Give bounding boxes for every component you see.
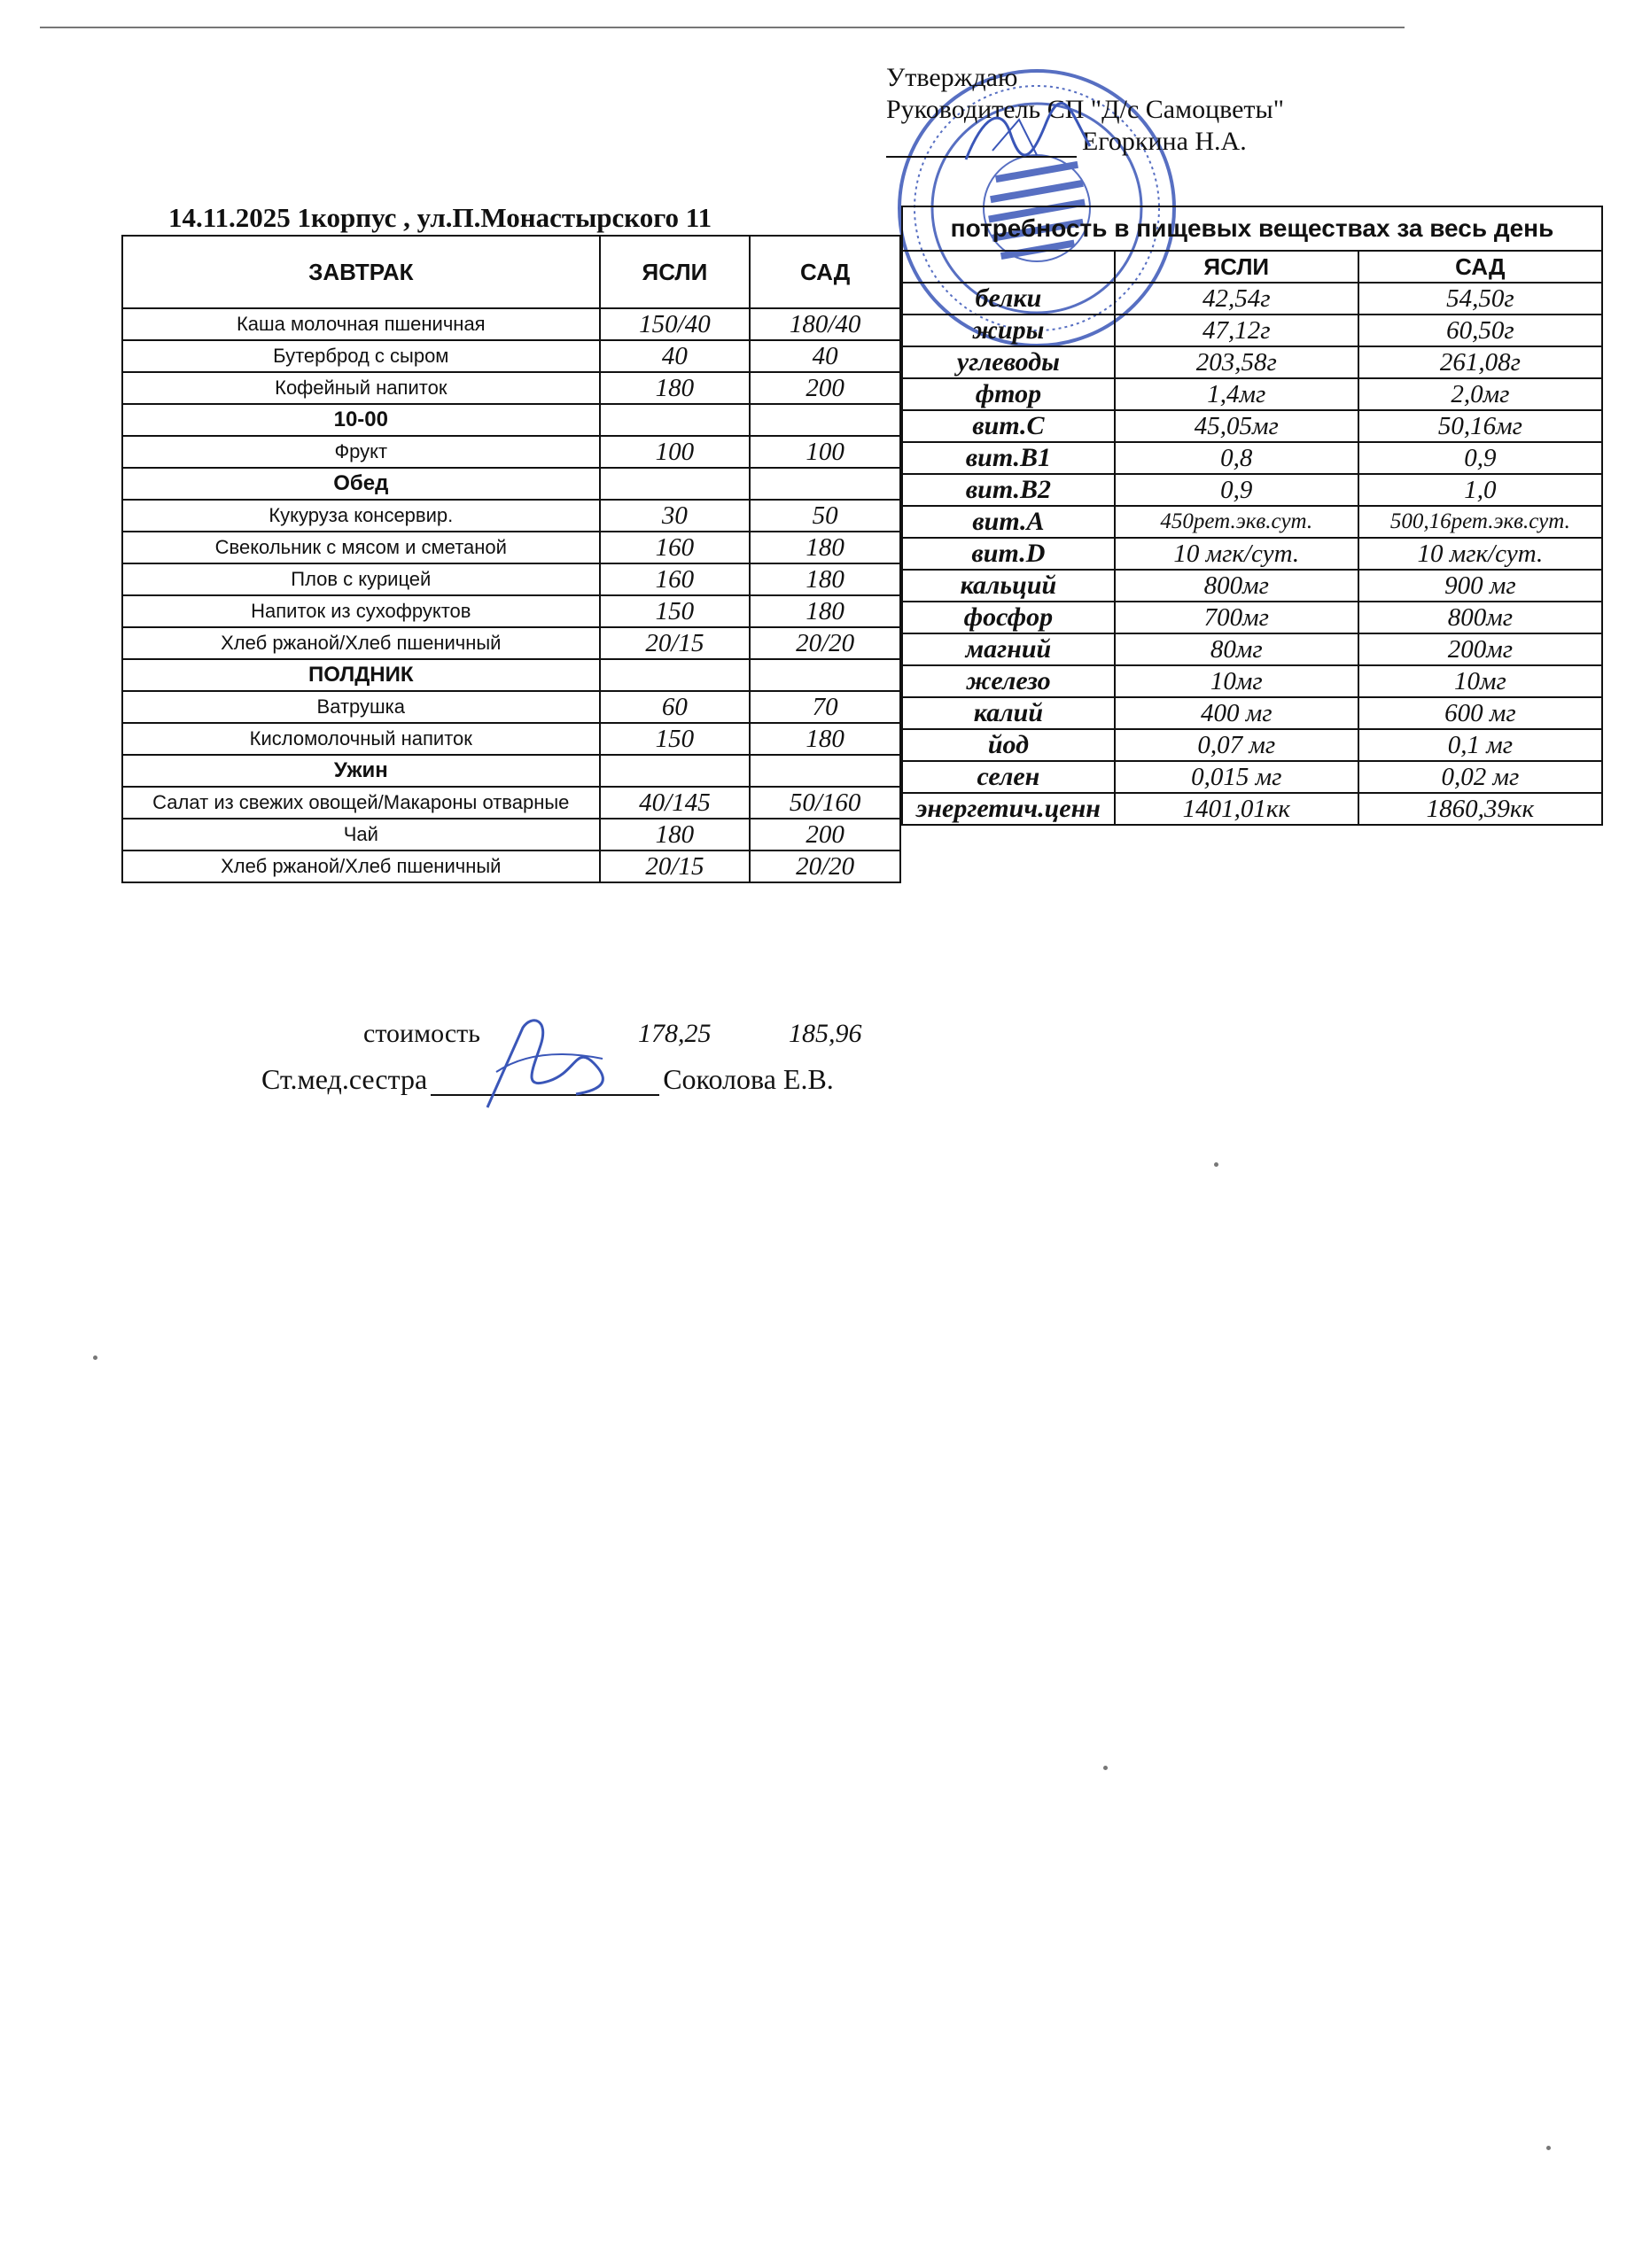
top-rule [40, 27, 1405, 28]
portion-nursery: 160 [600, 532, 751, 563]
nutrient-kindergarten: 1860,39кк [1358, 793, 1602, 825]
portion-nursery: 60 [600, 691, 751, 723]
menu-section-row [122, 755, 900, 787]
nutrients-subheader-blank [902, 251, 1115, 283]
portion-kindergarten: 200 [750, 372, 900, 404]
dish-name: Кофейный напиток [122, 372, 600, 404]
nutrient-nursery: 203,58г [1115, 346, 1358, 378]
nutrient-name: жиры [902, 315, 1115, 346]
nutrient-name: белки [902, 283, 1115, 315]
nutrient-nursery: 0,8 [1115, 442, 1358, 474]
menu-table-body [122, 236, 900, 882]
nutrient-name: вит.А [902, 506, 1115, 538]
nutrient-nursery: 42,54г [1115, 283, 1358, 315]
portion-kindergarten: 50 [750, 500, 900, 532]
nutrient-name: фосфор [902, 602, 1115, 633]
nutrient-row [902, 729, 1602, 761]
nutrient-name: энергетич.ценн [902, 793, 1115, 825]
portion-kindergarten: 70 [750, 691, 900, 723]
dish-name: Салат из свежих овощей/Макароны отварные [122, 787, 600, 819]
nutrient-nursery: 10мг [1115, 665, 1358, 697]
menu-row [122, 436, 900, 468]
menu-row [122, 532, 900, 563]
portion-nursery: 150 [600, 595, 751, 627]
portion-kindergarten [750, 404, 900, 436]
menu-row [122, 372, 900, 404]
portion-kindergarten: 180 [750, 563, 900, 595]
nutrient-name: селен [902, 761, 1115, 793]
portion-kindergarten: 20/20 [750, 627, 900, 659]
portion-nursery: 30 [600, 500, 751, 532]
nutrient-name: вит.В1 [902, 442, 1115, 474]
nutrient-kindergarten: 54,50г [1358, 283, 1602, 315]
nutrient-row [902, 633, 1602, 665]
nutrients-header-row [902, 206, 1602, 251]
nutrient-kindergarten: 0,1 мг [1358, 729, 1602, 761]
nutrient-name: вит.D [902, 538, 1115, 570]
nutrient-nursery: 700мг [1115, 602, 1358, 633]
menu-header-row [122, 236, 900, 308]
nutrients-table-body [902, 206, 1602, 825]
menu-row [122, 500, 900, 532]
nutrient-row [902, 315, 1602, 346]
dish-name: Хлеб ржаной/Хлеб пшеничный [122, 627, 600, 659]
nutrients-header-kindergarten: САД [1358, 251, 1602, 283]
menu-row [122, 308, 900, 340]
cost-nursery: 178,25 [638, 1019, 712, 1048]
nutrient-name: калий [902, 697, 1115, 729]
menu-row [122, 850, 900, 882]
menu-header-kindergarten: САД [750, 236, 900, 308]
nutrient-nursery: 47,12г [1115, 315, 1358, 346]
menu-section-row [122, 659, 900, 691]
nutrient-name: железо [902, 665, 1115, 697]
nutrient-nursery: 800мг [1115, 570, 1358, 602]
nurse-position: Ст.мед.сестра [261, 1063, 428, 1095]
portion-nursery: 180 [600, 372, 751, 404]
nutrient-kindergarten: 2,0мг [1358, 378, 1602, 410]
portion-nursery: 160 [600, 563, 751, 595]
nutrient-row [902, 793, 1602, 825]
nutrient-kindergarten: 10мг [1358, 665, 1602, 697]
portion-nursery: 40/145 [600, 787, 751, 819]
nutrient-kindergarten: 600 мг [1358, 697, 1602, 729]
nutrient-nursery: 1401,01кк [1115, 793, 1358, 825]
portion-nursery: 150/40 [600, 308, 751, 340]
menu-row [122, 819, 900, 850]
menu-section-row [122, 404, 900, 436]
portion-nursery: 180 [600, 819, 751, 850]
dish-name: Каша молочная пшеничная [122, 308, 600, 340]
portion-kindergarten: 180 [750, 595, 900, 627]
menu-row [122, 723, 900, 755]
nutrient-row [902, 538, 1602, 570]
menu-section-name: ПОЛДНИК [122, 659, 600, 691]
approval-line-2: Руководитель СП "Д/с Самоцветы" [886, 95, 1284, 124]
nutrient-name: кальций [902, 570, 1115, 602]
nutrient-kindergarten: 800мг [1358, 602, 1602, 633]
nutrients-table [901, 206, 1603, 826]
nurse-signature [470, 1010, 620, 1125]
menu-row [122, 787, 900, 819]
nutrient-nursery: 400 мг [1115, 697, 1358, 729]
portion-kindergarten [750, 468, 900, 500]
scan-speck [93, 1355, 97, 1360]
menu-row [122, 563, 900, 595]
menu-row [122, 691, 900, 723]
nutrient-nursery: 0,9 [1115, 474, 1358, 506]
dish-name: Плов с курицей [122, 563, 600, 595]
nutrient-kindergarten: 1,0 [1358, 474, 1602, 506]
dish-name: Ватрушка [122, 691, 600, 723]
portion-kindergarten: 180 [750, 723, 900, 755]
menu-section-name: Обед [122, 468, 600, 500]
nutrient-row [902, 570, 1602, 602]
menu-row [122, 627, 900, 659]
dish-name: Кисломолочный напиток [122, 723, 600, 755]
portion-nursery [600, 468, 751, 500]
nutrient-nursery: 80мг [1115, 633, 1358, 665]
nutrient-kindergarten: 500,16рет.экв.сут. [1358, 506, 1602, 538]
menu-row [122, 595, 900, 627]
portion-kindergarten: 180 [750, 532, 900, 563]
portion-nursery: 150 [600, 723, 751, 755]
menu-header-nursery: ЯСЛИ [600, 236, 751, 308]
dish-name: Свекольник с мясом и сметаной [122, 532, 600, 563]
dish-name: Напиток из сухофруктов [122, 595, 600, 627]
scan-speck [1546, 2146, 1551, 2150]
approval-line-1: Утверждаю [886, 63, 1018, 92]
nutrient-nursery: 10 мгк/сут. [1115, 538, 1358, 570]
nutrient-kindergarten: 200мг [1358, 633, 1602, 665]
portion-nursery: 20/15 [600, 850, 751, 882]
dish-name: Бутерброд с сыром [122, 340, 600, 372]
nutrients-subheader-row [902, 251, 1602, 283]
nutrient-row [902, 602, 1602, 633]
scan-speck [1103, 1766, 1108, 1770]
nutrient-name: йод [902, 729, 1115, 761]
document-title: 14.11.2025 1корпус , ул.П.Монастырского 11 [168, 202, 712, 233]
nutrient-kindergarten: 0,02 мг [1358, 761, 1602, 793]
portion-kindergarten: 200 [750, 819, 900, 850]
nutrient-kindergarten: 0,9 [1358, 442, 1602, 474]
menu-section-name: Ужин [122, 755, 600, 787]
nutrient-name: фтор [902, 378, 1115, 410]
nutrient-nursery: 45,05мг [1115, 410, 1358, 442]
nutrient-kindergarten: 261,08г [1358, 346, 1602, 378]
portion-nursery [600, 755, 751, 787]
nutrient-row [902, 697, 1602, 729]
nutrient-kindergarten: 10 мгк/сут. [1358, 538, 1602, 570]
nutrient-row [902, 283, 1602, 315]
head-name: Егоркина Н.А. [1082, 127, 1247, 156]
menu-table [121, 235, 901, 883]
portion-kindergarten [750, 659, 900, 691]
nutrients-header-nursery: ЯСЛИ [1115, 251, 1358, 283]
menu-section-name: 10-00 [122, 404, 600, 436]
head-signature [957, 97, 1108, 177]
dish-name: Фрукт [122, 436, 600, 468]
nutrient-row [902, 474, 1602, 506]
nutrient-nursery: 0,07 мг [1115, 729, 1358, 761]
nutrient-kindergarten: 900 мг [1358, 570, 1602, 602]
portion-kindergarten: 50/160 [750, 787, 900, 819]
portion-nursery: 40 [600, 340, 751, 372]
portion-kindergarten: 180/40 [750, 308, 900, 340]
portion-nursery [600, 404, 751, 436]
nutrient-row [902, 665, 1602, 697]
nutrient-row [902, 506, 1602, 538]
scan-speck [1214, 1162, 1218, 1167]
menu-section-row [122, 468, 900, 500]
nutrient-name: магний [902, 633, 1115, 665]
portion-kindergarten [750, 755, 900, 787]
nutrient-kindergarten: 60,50г [1358, 315, 1602, 346]
nutrient-name: вит.В2 [902, 474, 1115, 506]
cost-kindergarten: 185,96 [789, 1019, 862, 1048]
portion-nursery: 20/15 [600, 627, 751, 659]
nutrient-nursery: 450рет.экв.сут. [1115, 506, 1358, 538]
nutrient-name: углеводы [902, 346, 1115, 378]
portion-kindergarten: 100 [750, 436, 900, 468]
dish-name: Чай [122, 819, 600, 850]
cost-label: стоимость [363, 1019, 480, 1048]
nutrient-name: вит.С [902, 410, 1115, 442]
nutrient-row [902, 761, 1602, 793]
dish-name: Хлеб ржаной/Хлеб пшеничный [122, 850, 600, 882]
nutrient-row [902, 442, 1602, 474]
nurse-name: Соколова Е.В. [663, 1063, 834, 1095]
dish-name: Кукуруза консервир. [122, 500, 600, 532]
nutrient-row [902, 378, 1602, 410]
nutrient-nursery: 0,015 мг [1115, 761, 1358, 793]
nutrient-row [902, 346, 1602, 378]
portion-kindergarten: 40 [750, 340, 900, 372]
portion-nursery: 100 [600, 436, 751, 468]
portion-kindergarten: 20/20 [750, 850, 900, 882]
menu-header-meal: ЗАВТРАК [122, 236, 600, 308]
portion-nursery [600, 659, 751, 691]
menu-row [122, 340, 900, 372]
nutrients-header: потребность в пищевых веществах за весь день [902, 206, 1602, 251]
nutrient-row [902, 410, 1602, 442]
nutrient-nursery: 1,4мг [1115, 378, 1358, 410]
nutrient-kindergarten: 50,16мг [1358, 410, 1602, 442]
